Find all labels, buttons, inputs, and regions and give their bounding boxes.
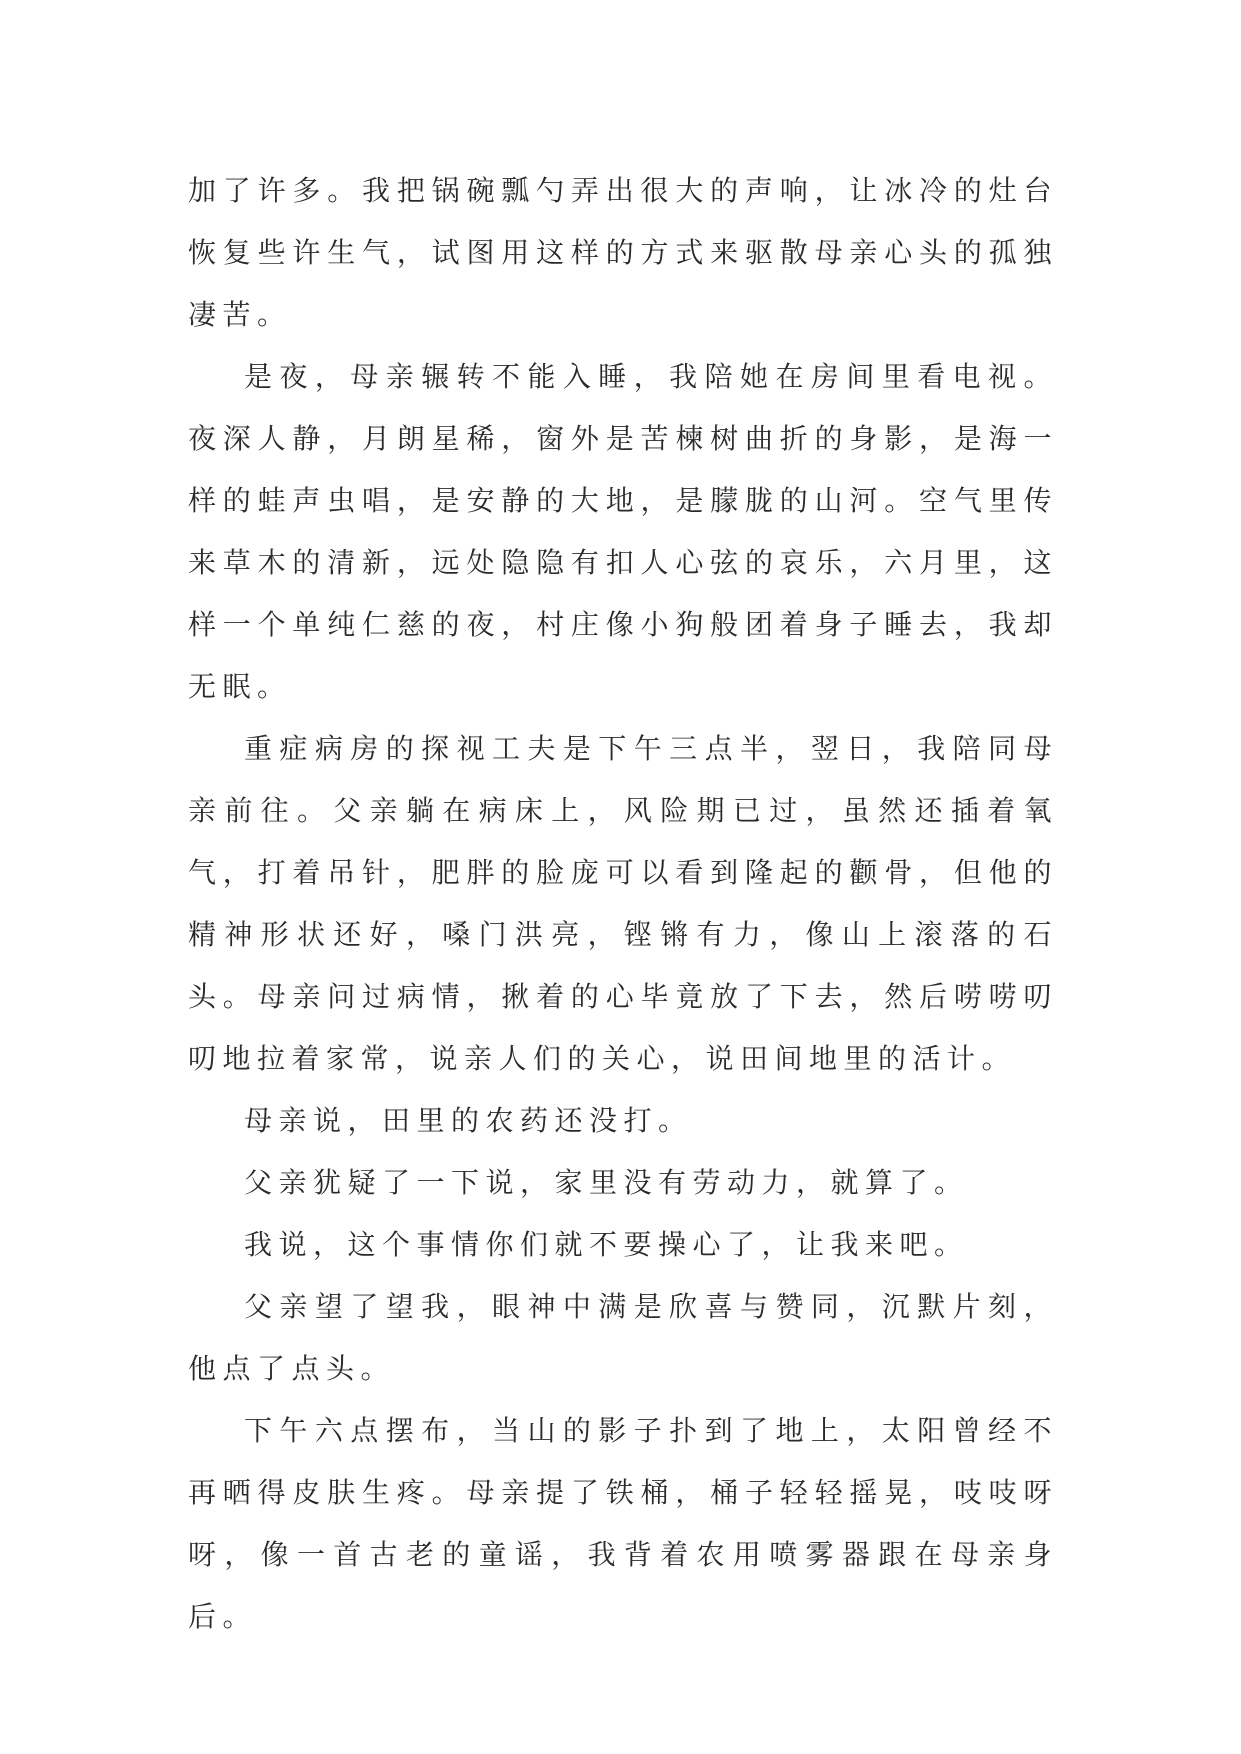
paragraph: 下午六点摆布，当山的影子扑到了地上，太阳曾经不再晒得皮肤生疼。母亲提了铁桶，桶子轻轻摇晃，吱吱呀呀，像一首古老的童谣，我背着农用喷雾器跟在母亲身后。	[188, 1414, 1058, 1633]
paragraph: 父亲犹疑了一下说，家里没有劳动力，就算了。	[244, 1166, 969, 1199]
document-body	[188, 160, 1058, 1648]
paragraph: 是夜，母亲辗转不能入睡，我陪她在房间里看电视。夜深人静，月朗星稀，窗外是苦楝树曲折的身影，是海一样的蛙声虫唱，是安静的大地，是朦胧的山河。空气里传来草木的清新，远处隐隐有扣人心弦的哀乐，六月里，这样一个单纯仁慈的夜，村庄像小狗般团着身子睡去，我却无眠。	[188, 360, 1058, 703]
paragraph: 父亲望了望我，眼神中满是欣喜与赞同，沉默片刻，他点了点头。	[188, 1290, 1058, 1385]
paragraph: 母亲说，田里的农药还没打。	[244, 1104, 693, 1137]
paragraph: 重症病房的探视工夫是下午三点半，翌日，我陪同母亲前往。父亲躺在病床上，风险期已过，虽然还插着氧气，打着吊针，肥胖的脸庞可以看到隆起的颧骨，但他的精神形状还好，嗓门洪亮，铿锵有力，像山上滚落的石头。母亲问过病情，揪着的心毕竟放了下去，然后唠唠叨叨地拉着家常，说亲人们的关心，说田间地里的活计。	[188, 732, 1058, 1075]
paragraph: 我说，这个事情你们就不要操心了，让我来吧。	[244, 1228, 969, 1261]
paragraph: 加了许多。我把锅碗瓢勺弄出很大的声响，让冰冷的灶台恢复些许生气，试图用这样的方式来驱散母亲心头的孤独凄苦。	[188, 174, 1058, 331]
